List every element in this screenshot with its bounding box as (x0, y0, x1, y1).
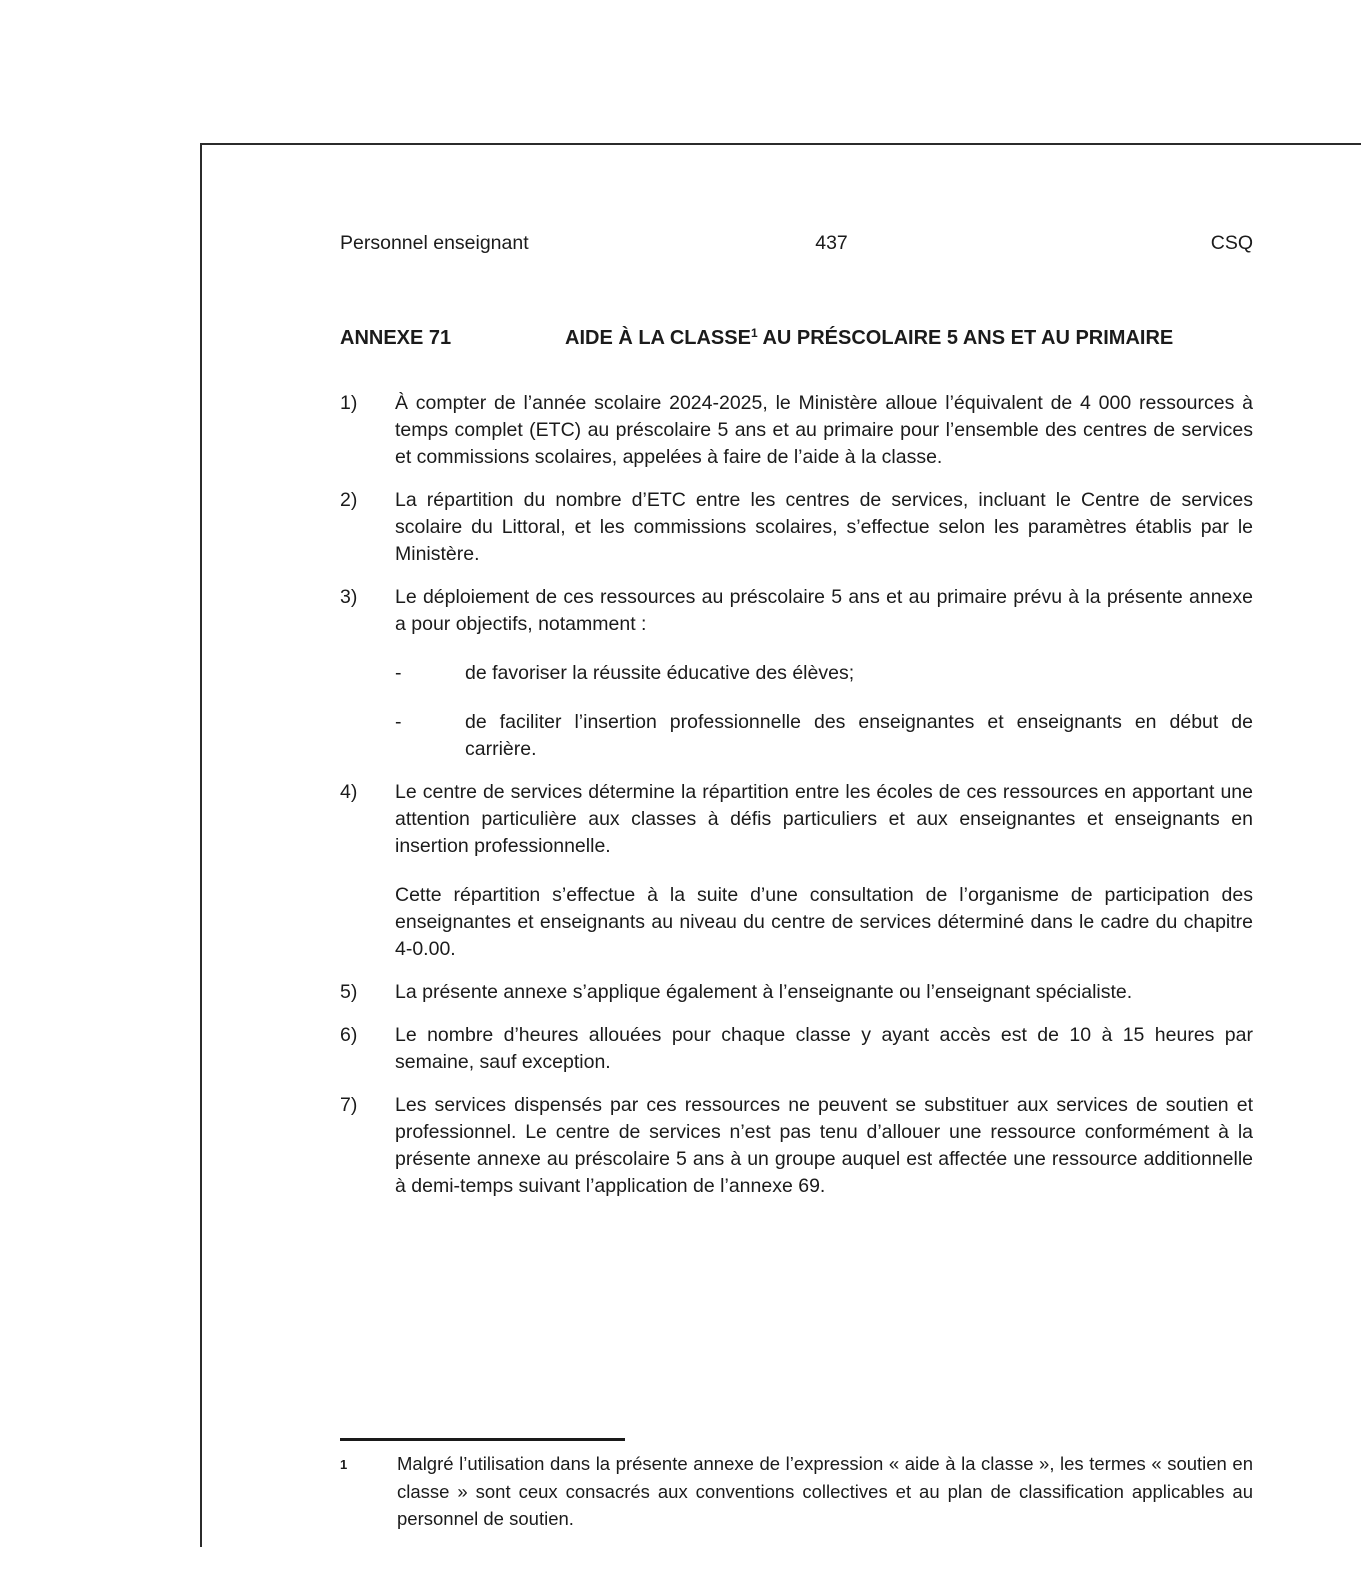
paragraph-text: À compter de l’année scolaire 2024-2025, le Ministère alloue l’équivalent de 4 000 ressources à temps complet (ETC) au préscolaire 5 ans et au primaire pour l’ensemble des centres de services et commissions scolaires, appelées à faire de l’aide à la classe. (395, 392, 1253, 468)
paragraph-number: 7) (340, 1094, 358, 1116)
paragraph-text: Les services dispensés par ces ressources ne peuvent se substituer aux services de soutien et professionnel. Le centre de services n’est pas tenu d’allouer une ressource conformément à la présente annexe au préscolaire 5 ans à un groupe auquel est affectée une ressource additionnelle à demi-temps suivant l’application de l’annexe 69. (395, 1094, 1253, 1197)
page-content (340, 230, 1253, 1200)
annex-title-rest: AU PRÉSCOLAIRE 5 ANS ET AU PRIMAIRE (757, 327, 1174, 349)
annex-title-main: AIDE À LA CLASSE (565, 327, 751, 349)
header-document-title: Personnel enseignant (340, 232, 529, 254)
paragraph-text: La présente annexe s’applique également à l’enseignante ou l’enseignant spécialiste. (395, 981, 1133, 1003)
paragraph-lead-text: Le déploiement de ces ressources au préscolaire 5 ans et au primaire prévu à la présente annexe a pour objectifs, notamment : (395, 586, 1253, 635)
bullet-dash: - (395, 711, 402, 733)
paragraph-text (395, 584, 1253, 763)
paragraph-text (395, 779, 1253, 963)
footnote-area (340, 1438, 1253, 1533)
paragraph-1 (340, 390, 1253, 471)
paragraph-3 (340, 584, 1253, 763)
paragraph-6 (340, 1022, 1253, 1076)
annex-number-label: ANNEXE 71 (340, 327, 452, 349)
annex-title-footnote-ref: 1 (750, 326, 758, 340)
paragraph-7 (340, 1092, 1253, 1200)
paragraph-number: 1) (340, 392, 358, 414)
page-header (340, 230, 1253, 257)
footnote-reference-number: 1 (340, 1457, 348, 1472)
footnote-text: Malgré l’utilisation dans la présente annexe de l’expression « aide à la classe », les termes « soutien en classe » sont ceux consacrés aux conventions collectives et au plan de classification applicables au personnel de soutien. (397, 1453, 1253, 1529)
paragraph-number: 2) (340, 489, 358, 511)
paragraph-5 (340, 979, 1253, 1006)
paragraph-text: Le nombre d’heures allouées pour chaque classe y ayant accès est de 10 à 15 heures par semaine, sauf exception. (395, 1024, 1253, 1073)
header-org-label: CSQ (1210, 232, 1254, 254)
bullet-text: de favoriser la réussite éducative des élèves; (465, 662, 855, 684)
paragraph-number: 3) (340, 586, 358, 608)
paragraph-text: La répartition du nombre d’ETC entre les centres de services, incluant le Centre de services scolaire du Littoral, et les commissions scolaires, s’effectue selon les paramètres établis par le Ministère. (395, 489, 1253, 565)
bullet-item-1 (395, 660, 1253, 687)
footnote (340, 1450, 1253, 1533)
paragraph-number: 5) (340, 981, 358, 1003)
bullet-text: de faciliter l’insertion professionnelle des enseignantes et enseignants en début de carrière. (465, 711, 1253, 760)
paragraph-continuation-text: Cette répartition s’effectue à la suite d’une consultation de l’organisme de participation des enseignantes et enseignants au niveau du centre de services déterminé dans le cadre du chapitre 4-0.00. (395, 884, 1253, 960)
paragraph-2 (340, 487, 1253, 568)
paragraph-number: 6) (340, 1024, 358, 1046)
paragraph-4 (340, 779, 1253, 963)
annex-title (565, 325, 1253, 354)
footnote-separator-rule (340, 1438, 625, 1441)
paragraph-number: 4) (340, 781, 358, 803)
bullet-item-2 (395, 709, 1253, 763)
paragraph-lead-text: Le centre de services détermine la répartition entre les écoles de ces ressources en apportant une attention particulière aux classes à défis particuliers et aux enseignantes et enseignants en insertion professionnelle. (395, 781, 1253, 857)
annex-title-row (340, 325, 1253, 354)
bullet-dash: - (395, 662, 402, 684)
header-page-number: 437 (815, 232, 848, 254)
